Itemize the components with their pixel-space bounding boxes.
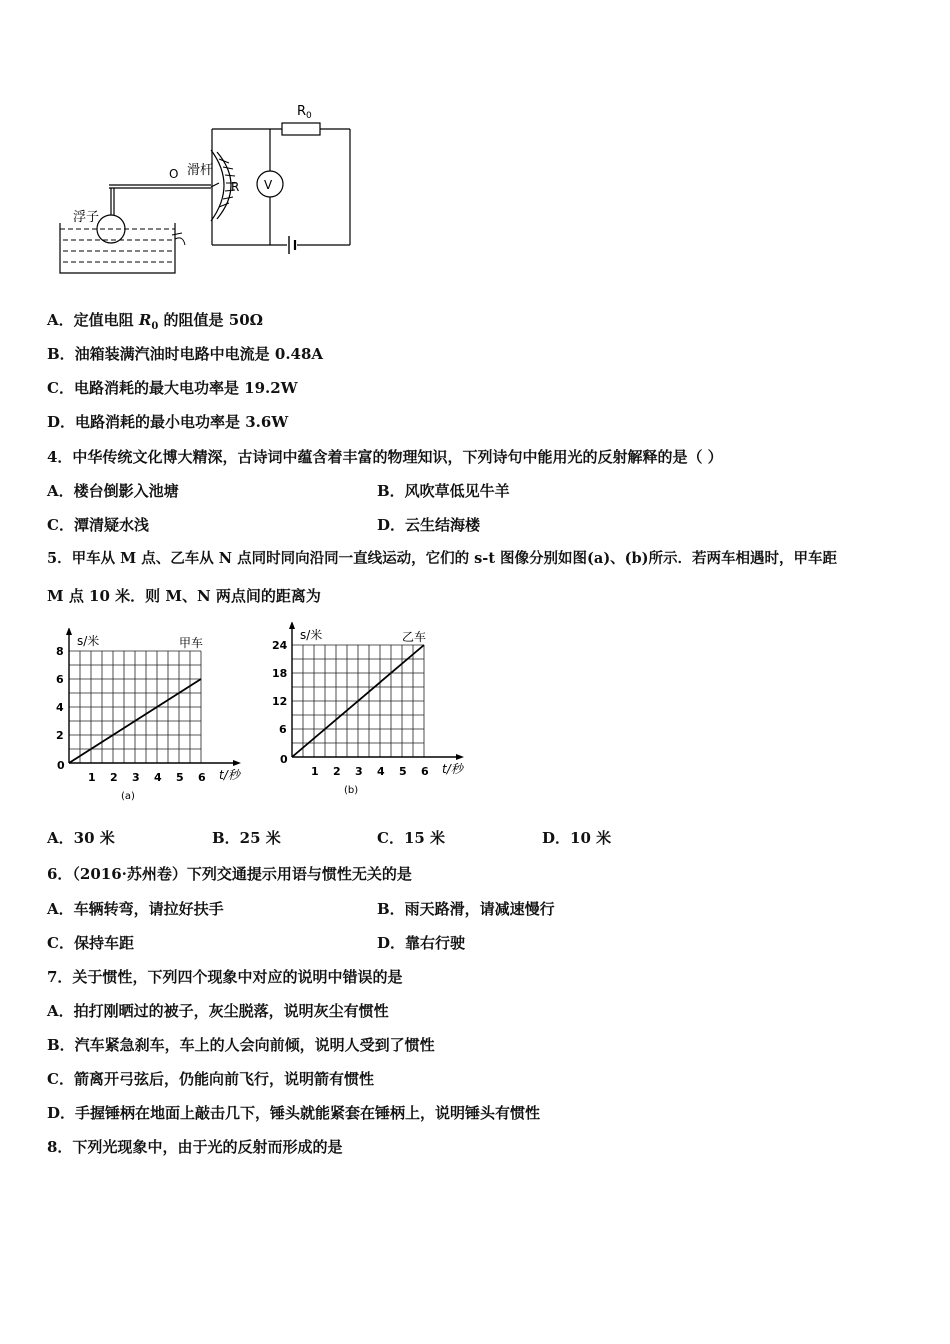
- chart-b-caption: (b): [344, 785, 359, 796]
- chart-b-y-arrow: [289, 622, 295, 629]
- q5-option-a: A．30 米: [47, 829, 115, 847]
- q6-option-d: D．靠右行驶: [377, 934, 466, 952]
- q5-option-c: C．15 米: [377, 829, 446, 847]
- chart-a-x-tick: 2: [110, 771, 118, 784]
- chart-a-xlabel: t/秒: [219, 768, 240, 782]
- q7-stem: 7．关于惯性，下列四个现象中对应的说明中错误的是: [47, 968, 403, 986]
- chart-a-y-tick: 8: [56, 645, 64, 658]
- q5-stem-line2: M 点 10 米．则 M、N 两点间的距离为: [47, 587, 321, 605]
- chart-a-ylabel: s/米: [77, 634, 100, 648]
- q8-stem: 8．下列光现象中，由于光的反射而形成的是: [47, 1138, 343, 1156]
- chart-b-x-tick: 4: [377, 765, 385, 778]
- q6-option-a: A．车辆转弯，请拉好扶手: [47, 900, 224, 918]
- q4-option-d: D．云生结海楼: [377, 516, 481, 534]
- chart-a-origin: 0: [57, 759, 65, 772]
- chart-b-xlabel: t/秒: [442, 762, 463, 776]
- chart-b-x-tick: 2: [333, 765, 341, 778]
- chart-b-x-tick: 6: [421, 765, 429, 778]
- chart-a-x-tick: 6: [198, 771, 206, 784]
- chart-b-x-tick: 3: [355, 765, 363, 778]
- chart-a-x-tick: 5: [176, 771, 184, 784]
- q5-option-d: D．10 米: [542, 829, 612, 847]
- circuit-diagram: [45, 95, 365, 285]
- q4-stem: 4．中华传统文化博大精深，古诗词中蕴含着丰富的物理知识，下列诗句中能用光的反射解释的是（ ）: [47, 448, 723, 466]
- q3-option-d: D．电路消耗的最小电功率是 3.6W: [47, 413, 289, 431]
- chart-a-x-arrow: [233, 760, 241, 766]
- voltmeter-label: V: [264, 178, 273, 192]
- q4-option-a: A．楼台倒影入池塘: [47, 482, 179, 500]
- chart-b: [270, 622, 475, 807]
- float-label: 浮子: [73, 210, 100, 225]
- chart-a-caption: (a): [121, 791, 135, 802]
- q6-stem: 6．（2016·苏州卷）下列交通提示用语与惯性无关的是: [47, 865, 412, 883]
- q6-option-c: C．保持车距: [47, 934, 134, 952]
- q3-option-c: C．电路消耗的最大电功率是 19.2W: [47, 379, 298, 397]
- chart-a-title: 甲车: [179, 636, 204, 650]
- chart-a-y-tick: 2: [56, 729, 64, 742]
- chart-a-x-tick: 3: [132, 771, 140, 784]
- chart-b-y-tick: 6: [279, 723, 287, 736]
- chart-b-ylabel: s/米: [300, 628, 323, 642]
- r0-label: $R_0$: [297, 104, 312, 121]
- chart-a-x-tick: 4: [154, 771, 162, 784]
- r0-resistor: [282, 123, 320, 135]
- chart-b-y-tick: 18: [272, 667, 288, 680]
- chart-b-y-tick: 24: [272, 639, 288, 652]
- chart-b-x-arrow: [456, 754, 464, 760]
- q7-option-d: D．手握锤柄在地面上敲击几下，锤头就能紧套在锤柄上，说明锤头有惯性: [47, 1104, 541, 1122]
- q7-option-c: C．箭离开弓弦后，仍能向前飞行，说明箭有惯性: [47, 1070, 374, 1088]
- pivot-label: O: [169, 167, 179, 181]
- q7-option-a: A．拍打刚晒过的被子，灰尘脱落，说明灰尘有惯性: [47, 1002, 389, 1020]
- q4-option-b: B．风吹草低见牛羊: [377, 482, 510, 500]
- rheostat-label: R: [231, 180, 240, 194]
- chart-a: [47, 628, 252, 813]
- q3-option-b: B．油箱装满汽油时电路中电流是 0.48A: [47, 345, 324, 363]
- chart-a-y-tick: 4: [56, 701, 64, 714]
- q6-option-b: B．雨天路滑，请减速慢行: [377, 900, 555, 918]
- chart-b-origin: 0: [280, 753, 288, 766]
- chart-a-y-tick: 6: [56, 673, 64, 686]
- chart-b-title: 乙车: [402, 630, 427, 644]
- chart-b-x-tick: 1: [311, 765, 319, 778]
- chart-b-y-tick: 12: [272, 695, 288, 708]
- chart-a-y-arrow: [66, 628, 72, 635]
- q5-option-b: B．25 米: [212, 829, 281, 847]
- rod-label: 滑杆: [187, 163, 214, 178]
- q7-option-b: B．汽车紧急刹车，车上的人会向前倾，说明人受到了惯性: [47, 1036, 435, 1054]
- q4-option-c: C．潭清疑水浅: [47, 516, 149, 534]
- q3-option-a: A．定值电阻 $R_0$ 的阻值是 50Ω: [47, 311, 263, 332]
- chart-b-x-tick: 5: [399, 765, 407, 778]
- q5-stem-line1: 5．甲车从 M 点、乙车从 N 点同时同向沿同一直线运动，它们的 s-t 图像分别如图(a)、(b)所示．若两车相遇时，甲车距: [47, 550, 838, 567]
- chart-a-x-tick: 1: [88, 771, 96, 784]
